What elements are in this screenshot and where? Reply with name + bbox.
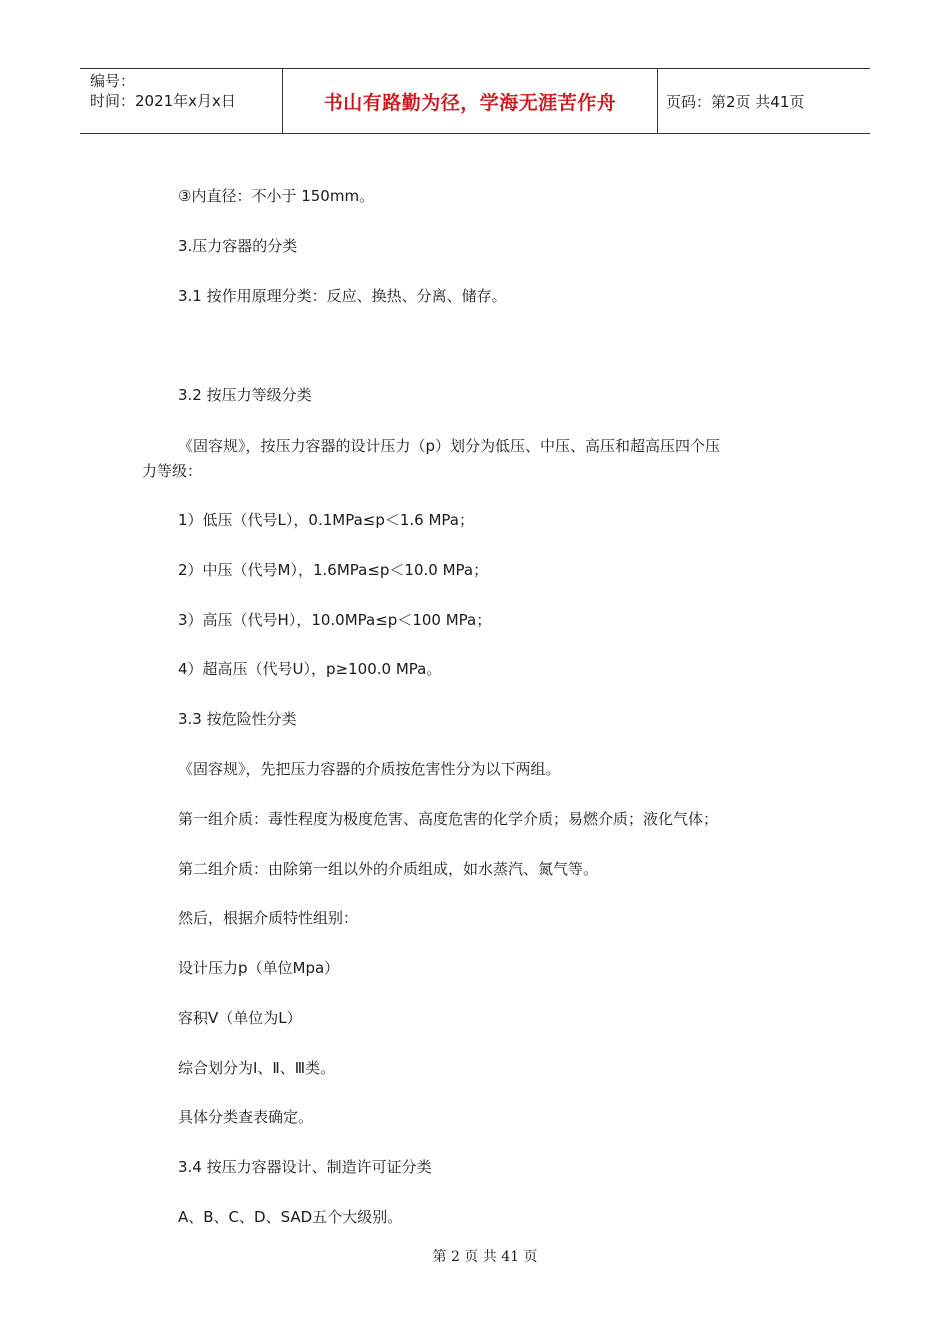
paragraph: 然后，根据介质特性组别： xyxy=(178,909,359,927)
paragraph: 力等级： xyxy=(142,462,203,480)
paragraph: 《固容规》，先把压力容器的介质按危害性分为以下两组。 xyxy=(178,760,561,778)
paragraph: 《固容规》，按压力容器的设计压力（p）划分为低压、中压、高压和超高压四个压 xyxy=(178,437,721,455)
section-heading: 3.2 按压力等级分类 xyxy=(178,386,312,404)
paragraph: 3.1 按作用原理分类：反应、换热、分离、储存。 xyxy=(178,287,507,305)
section-heading: 3.4 按压力容器设计、制造许可证分类 xyxy=(178,1158,432,1176)
paragraph: 第一组介质：毒性程度为极度危害、高度危害的化学介质；易燃介质；液化气体； xyxy=(178,810,719,828)
paragraph: 第二组介质：由除第一组以外的介质组成，如水蒸汽、氮气等。 xyxy=(178,860,599,878)
page-header xyxy=(80,68,870,134)
list-item: 3）高压（代号H），10.0MPa≤p＜100 MPa； xyxy=(178,611,492,629)
section-heading: 3.压力容器的分类 xyxy=(178,237,298,255)
list-item: 4）超高压（代号U），p≥100.0 MPa。 xyxy=(178,660,442,678)
header-page-info: 页码：第2页 共41页 xyxy=(666,92,805,111)
date-label: 时间：2021年x月x日 xyxy=(90,92,236,110)
paragraph: 容积V（单位为L） xyxy=(178,1009,302,1027)
header-motto: 书山有路勤为径，学海无涯苦作舟 xyxy=(282,69,658,133)
paragraph: A、B、C、D、SAD五个大级别。 xyxy=(178,1208,403,1226)
list-item: 1）低压（代号L），0.1MPa≤p＜1.6 MPa； xyxy=(178,511,474,529)
paragraph: 具体分类查表确定。 xyxy=(178,1108,314,1126)
section-heading: 3.3 按危险性分类 xyxy=(178,710,297,728)
paragraph: ③内直径：不小于 150mm。 xyxy=(178,187,375,205)
page-footer: 第 2 页 共 41 页 xyxy=(432,1249,538,1265)
paragraph: 综合划分为Ⅰ、Ⅱ、Ⅲ类。 xyxy=(178,1059,336,1077)
header-meta xyxy=(80,69,282,133)
serial-label: 编号： xyxy=(90,72,136,90)
paragraph: 设计压力p（单位Mpa） xyxy=(178,959,340,977)
list-item: 2）中压（代号M），1.6MPa≤p＜10.0 MPa； xyxy=(178,561,489,579)
